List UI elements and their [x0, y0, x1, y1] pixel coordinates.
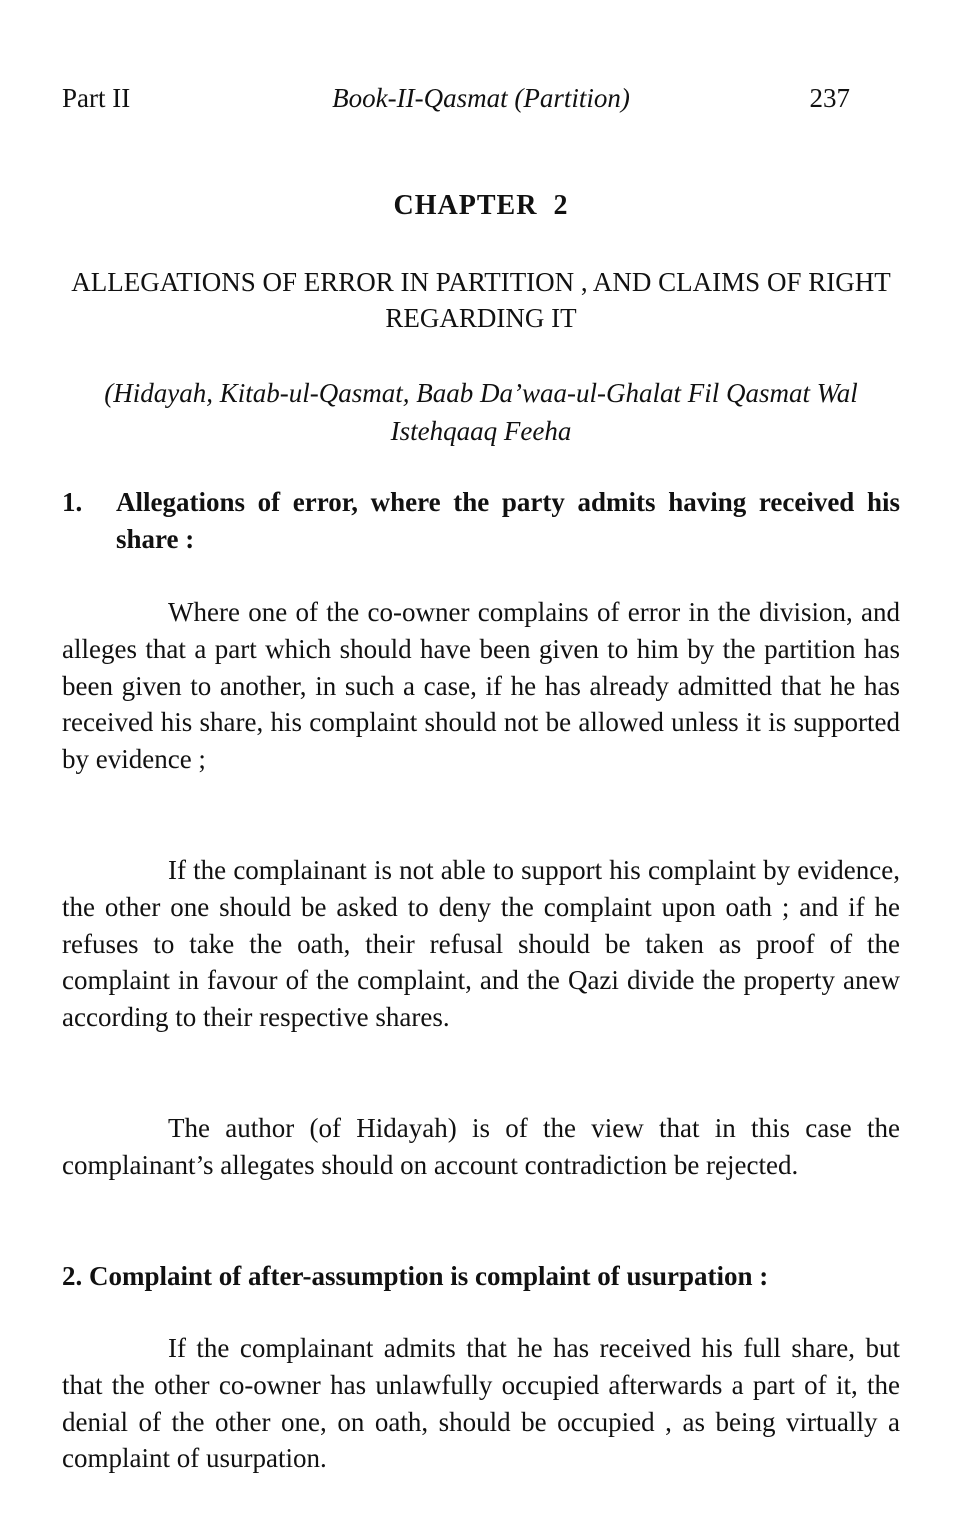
chapter-citation: (Hidayah, Kitab-ul-Qasmat, Baab Da’waa-ul-Ghalat Fil Qasmat Wal Istehqaaq Feeha [104, 378, 858, 446]
running-head [62, 78, 900, 118]
part-label: Part II [62, 83, 131, 113]
page-number: 237 [809, 83, 850, 113]
chapter-title: ALLEGATIONS OF ERROR IN PARTITION , AND CLAIMS OF RIGHT REGARDING IT [71, 267, 891, 333]
book-title: Book-II-Qasmat (Partition) [332, 83, 630, 113]
paragraph-2: If the complainant is not able to support his complaint by evidence, the other one should be asked to deny the complaint upon oath ; and if he refuses to take the oath, their refusal should be taken as proof of the complaint in favour of the complaint, and the Qazi divide the property anew according to their respective shares. [62, 855, 900, 1033]
section-title-1: Allegations of error, where the party admits having received his share : [116, 487, 900, 554]
section-number-2: 2. [62, 1261, 83, 1291]
paragraph-4: If the complainant admits that he has received his full share, but that the other co-owner has unlawfully occupied afterwards a part of it, the denial of the other one, on oath, should be occupied , as being virtually a complaint of usurpation. [62, 1333, 900, 1474]
paragraph-1: Where one of the co-owner complains of error in the division, and alleges that a part which should have been given to him by the partition has been given to another, in such a case, if he has already admitted that he has received his share, his complaint should not be allowed unless it is supported by evidence ; [62, 597, 900, 775]
paragraph-3: The author (of Hidayah) is of the view that in this case the complainant’s allegates should on account contradiction be rejected. [62, 1113, 900, 1180]
section-heading-1 [62, 484, 900, 558]
section-title-2: Complaint of after-assumption is complaint of usurpation : [89, 1261, 769, 1291]
section-heading-2 [62, 1258, 900, 1295]
chapter-label: CHAPTER 2 [393, 190, 569, 221]
book-page [62, 0, 900, 1530]
section-number-1: 1. [62, 487, 83, 517]
